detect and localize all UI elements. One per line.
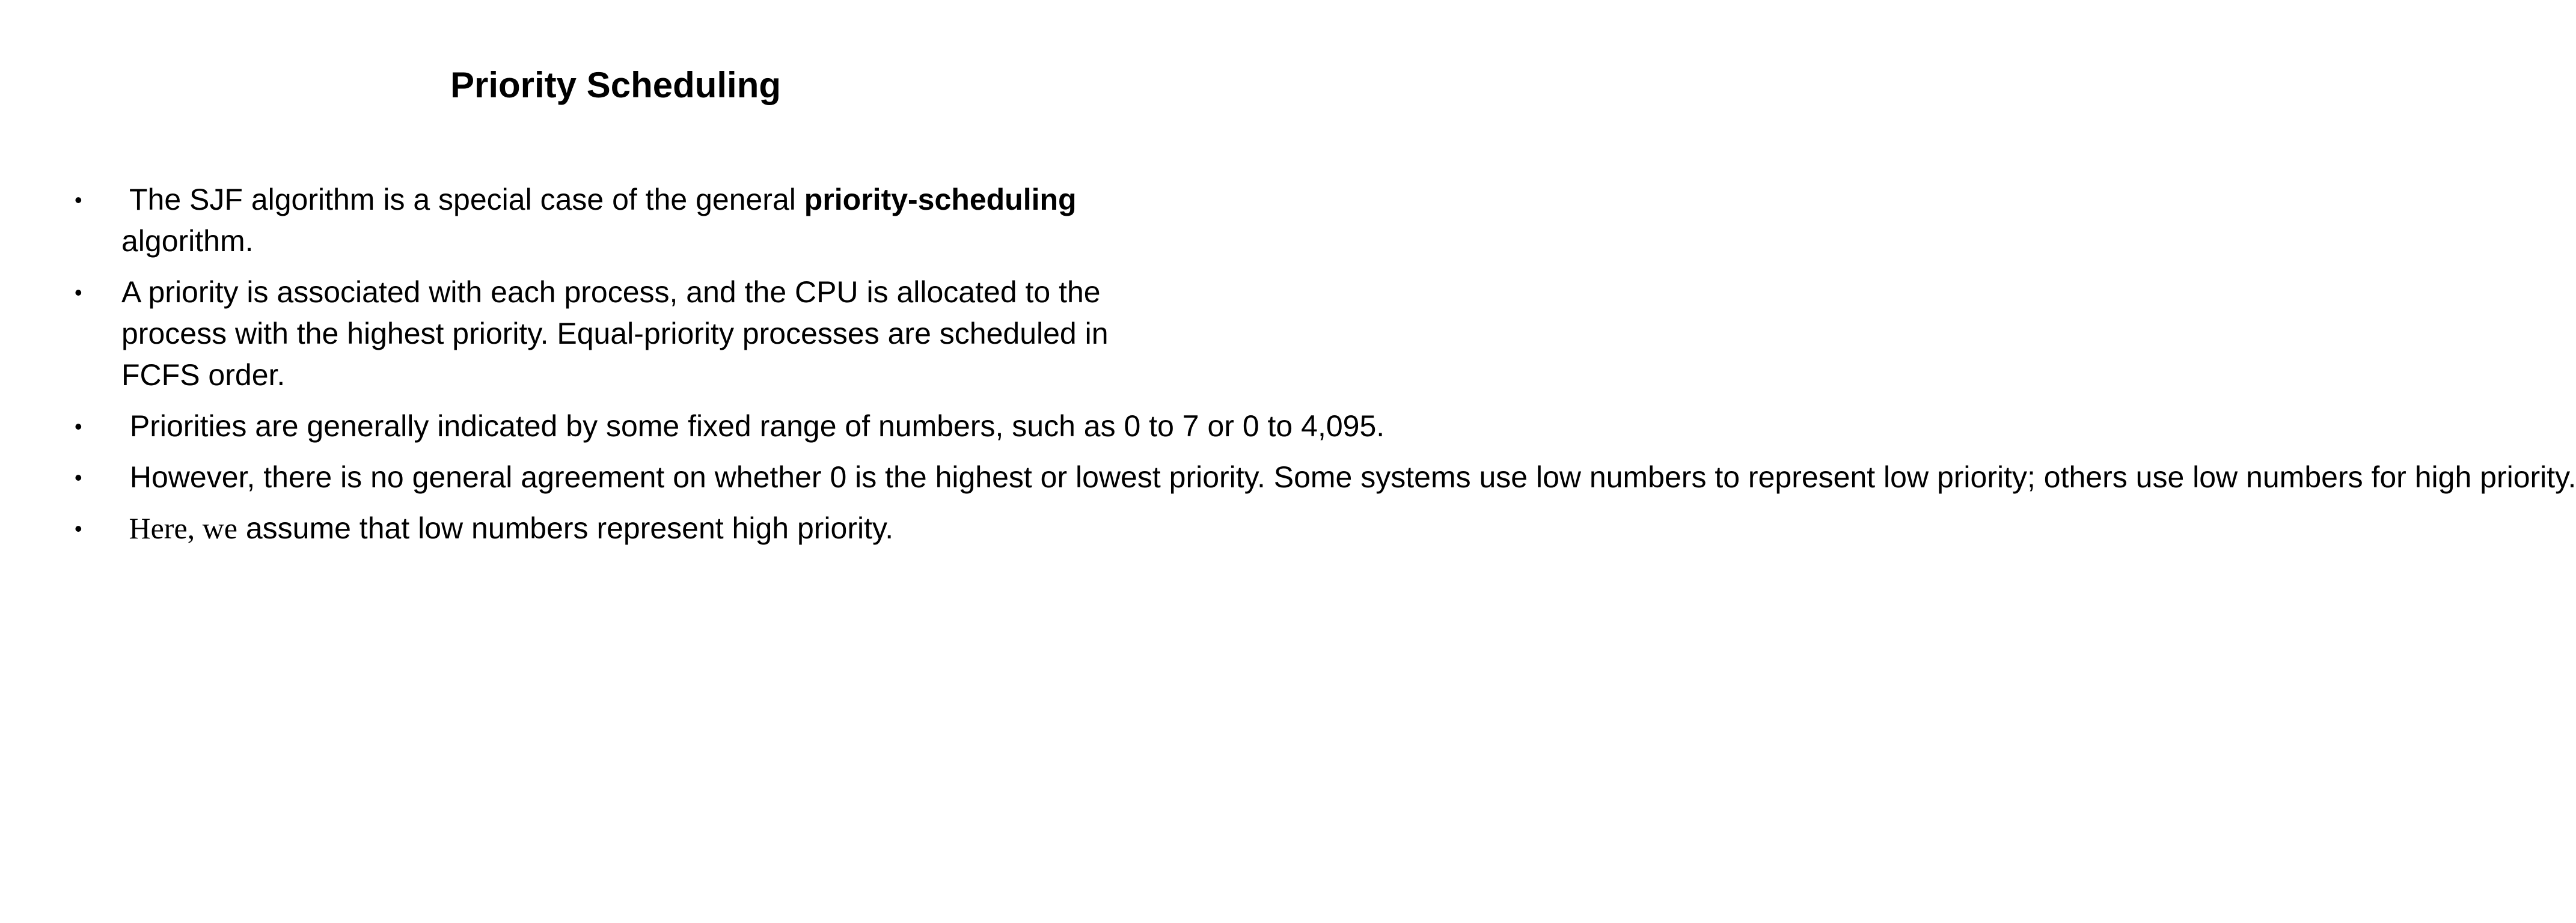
bullet-item — [75, 457, 2576, 498]
bullet-list — [75, 179, 2576, 559]
bullet-emphasis: priority-scheduling — [804, 183, 1077, 216]
bullet-marker: • — [75, 414, 82, 439]
bullet-text: However, there is no general agreement on whether 0 is the highest or lowest priority. Some systems use low numbers to represent low priority; others use low numbers for high priority. — [121, 460, 2576, 494]
bullet-marker: • — [75, 465, 82, 490]
bullet-marker: • — [75, 280, 82, 305]
bullet-item — [75, 508, 1169, 549]
bullet-text: A priority is associated with each process, and the CPU is allocated to the process with the highest priority. Equal-priority processes are scheduled in FCFS order. — [121, 275, 1109, 392]
bullet-text: Priorities are generally indicated by some fixed range of numbers, such as 0 to 7 or 0 to 4,095. — [121, 409, 1385, 443]
bullet-item — [75, 406, 1385, 447]
slide-title: Priority Scheduling — [450, 65, 782, 105]
bullet-marker: • — [75, 187, 82, 212]
bullet-item — [75, 179, 1169, 262]
bullet-item — [75, 272, 1169, 396]
bullet-text: The SJF algorithm is a special case of the general — [121, 183, 804, 216]
bullet-text-continued: algorithm. — [121, 224, 254, 258]
bullet-marker: • — [75, 516, 82, 541]
bullet-text: assume that low numbers represent high priority. — [237, 511, 894, 545]
bullet-serif-text: Here, we — [121, 511, 237, 545]
